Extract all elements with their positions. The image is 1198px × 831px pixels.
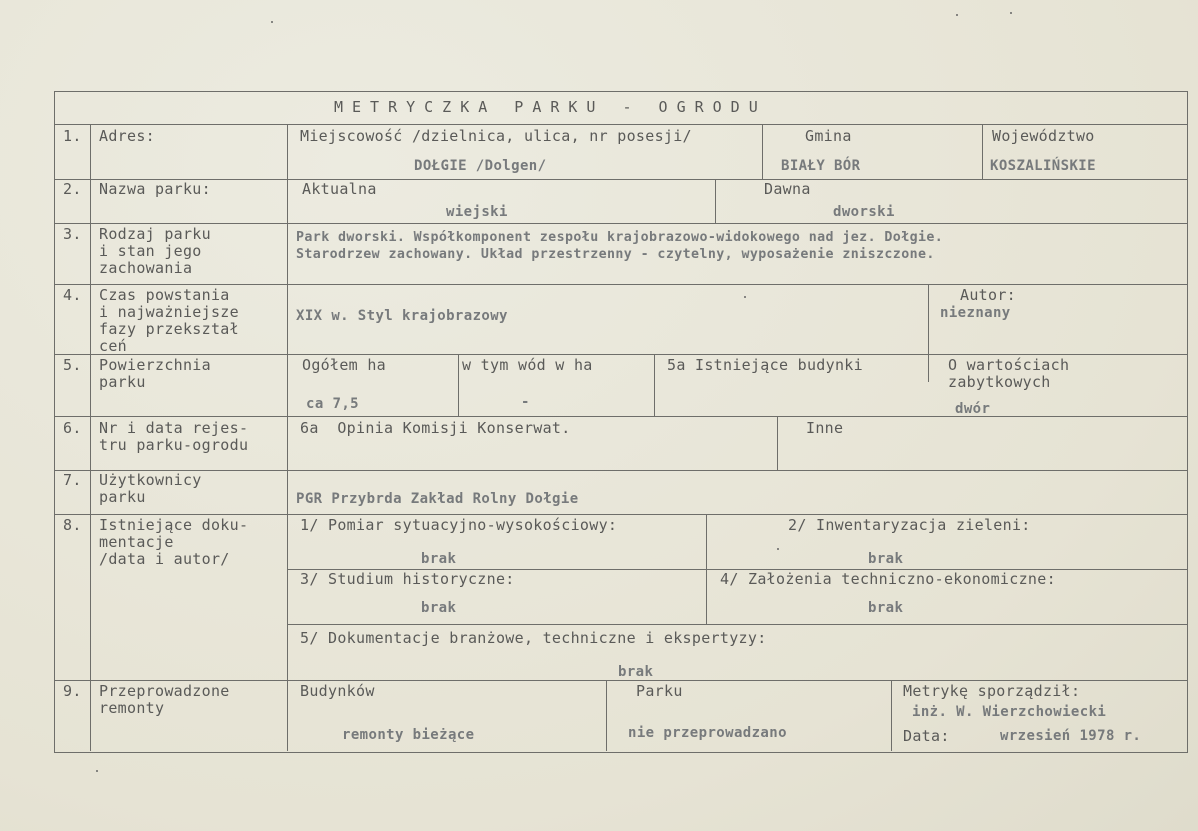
heritage-label: O wartościach xyxy=(948,356,1070,374)
users-label: parku xyxy=(99,488,146,506)
survey-value: brak xyxy=(421,551,457,567)
col-divider xyxy=(706,514,707,624)
current-name-value: wiejski xyxy=(446,204,508,220)
col-divider xyxy=(982,124,983,179)
col-divider xyxy=(458,354,459,416)
heritage-label: zabytkowych xyxy=(948,373,1051,391)
row-number: 6. xyxy=(63,419,82,437)
paper-speck xyxy=(271,21,273,23)
date-label: Data: xyxy=(903,727,950,745)
technical-assumptions-value: brak xyxy=(868,600,904,616)
current-name-label: Aktualna xyxy=(302,180,377,198)
paper-speck xyxy=(1010,12,1012,14)
area-label: Powierzchnia xyxy=(99,356,211,374)
repairs-label: Przeprowadzone xyxy=(99,682,230,700)
col-divider xyxy=(715,179,716,223)
voivodeship-label: Województwo xyxy=(992,127,1095,145)
row-divider xyxy=(54,223,1187,224)
col-divider xyxy=(891,680,892,751)
opinion-label: 6a Opinia Komisji Konserwat. xyxy=(300,419,571,437)
total-area-value: ca 7,5 xyxy=(306,396,359,412)
col-divider xyxy=(90,124,91,751)
row-divider xyxy=(54,354,1187,355)
row-divider xyxy=(54,124,1187,125)
heritage-value: dwór xyxy=(955,401,991,417)
buildings-label: 5a Istniejące budynki xyxy=(667,356,863,374)
row-divider xyxy=(54,284,1187,285)
col-divider xyxy=(287,124,288,751)
park-type-label: Rodzaj parku xyxy=(99,225,211,243)
docs-label: Istniejące doku- xyxy=(99,516,249,534)
row-number: 1. xyxy=(63,127,82,145)
row-divider xyxy=(54,179,1187,180)
row-divider xyxy=(54,416,1187,417)
survey-label: 1/ Pomiar sytuacyjno-wysokościowy: xyxy=(300,516,618,534)
col-divider xyxy=(777,416,778,470)
industry-docs-label: 5/ Dokumentacje branżowe, techniczne i ekspertyzy: xyxy=(300,629,767,647)
author-value: nieznany xyxy=(940,305,1011,321)
col-divider xyxy=(928,284,929,354)
other-label: Inne xyxy=(806,419,844,437)
paper-speck xyxy=(96,770,98,772)
water-area-label: w tym wód w ha xyxy=(462,356,593,374)
paper-speck xyxy=(956,14,958,16)
form-title: METRYCZKA PARKU - OGRODU xyxy=(334,98,767,116)
water-area-value: - xyxy=(521,394,530,410)
row-number: 8. xyxy=(63,516,82,534)
row-divider xyxy=(54,514,1187,515)
park-name-label: Nazwa parku: xyxy=(99,180,211,198)
origin-label: i najważniejsze xyxy=(99,303,239,321)
row-divider xyxy=(54,470,1187,471)
row-number: 7. xyxy=(63,471,82,489)
origin-value: XIX w. Styl krajobrazowy xyxy=(296,308,508,324)
greenery-inventory-label: 2/ Inwentaryzacja zieleni: xyxy=(788,516,1031,534)
prepared-by-value: inż. W. Wierzchowiecki xyxy=(912,704,1107,720)
paper-speck xyxy=(777,548,779,550)
origin-label: Czas powstania xyxy=(99,286,230,304)
row-number: 2. xyxy=(63,180,82,198)
former-name-label: Dawna xyxy=(764,180,811,198)
park-type-value: Starodrzew zachowany. Układ przestrzenny - czytelny, wyposażenie zniszczone. xyxy=(296,247,935,262)
total-area-label: Ogółem ha xyxy=(302,356,386,374)
park-repairs-value: nie przeprowadzano xyxy=(628,725,787,741)
origin-label: fazy przekształ xyxy=(99,320,239,338)
locality-value: DOŁGIE /Dolgen/ xyxy=(414,158,547,174)
area-label: parku xyxy=(99,373,146,391)
former-name-value: dworski xyxy=(833,204,895,220)
register-label: tru parku-ogrodu xyxy=(99,436,249,454)
buildings-repairs-label: Budynków xyxy=(300,682,375,700)
historical-study-label: 3/ Studium historyczne: xyxy=(300,570,515,588)
repairs-label: remonty xyxy=(99,699,165,717)
park-type-value: Park dworski. Współkomponent zespołu krajobrazowo-widokowego nad jez. Dołgie. xyxy=(296,230,944,245)
greenery-inventory-value: brak xyxy=(868,551,904,567)
users-label: Użytkownicy xyxy=(99,471,202,489)
buildings-repairs-value: remonty bieżące xyxy=(342,727,475,743)
industry-docs-value: brak xyxy=(618,664,654,680)
paper-speck xyxy=(744,296,746,298)
gmina-value: BIAŁY BÓR xyxy=(781,158,861,174)
docs-label: /data i autor/ xyxy=(99,550,230,568)
col-divider xyxy=(654,354,655,416)
prepared-by-label: Metrykę sporządził: xyxy=(903,682,1081,700)
historical-study-value: brak xyxy=(421,600,457,616)
row-divider xyxy=(287,624,1187,625)
col-divider xyxy=(606,680,607,751)
park-repairs-label: Parku xyxy=(636,682,683,700)
row-number: 5. xyxy=(63,356,82,374)
col-divider xyxy=(762,124,763,179)
origin-label: ceń xyxy=(99,337,127,355)
author-label: Autor: xyxy=(960,286,1016,304)
docs-label: mentacje xyxy=(99,533,174,551)
address-label: Adres: xyxy=(99,127,155,145)
row-number: 3. xyxy=(63,225,82,243)
park-type-label: zachowania xyxy=(99,259,193,277)
row-number: 4. xyxy=(63,286,82,304)
register-label: Nr i data rejes- xyxy=(99,419,249,437)
col-divider xyxy=(928,354,929,382)
park-type-label: i stan jego xyxy=(99,242,202,260)
locality-label: Miejscowość /dzielnica, ulica, nr posesji/ xyxy=(300,127,692,145)
row-number: 9. xyxy=(63,682,82,700)
users-value: PGR Przybrda Zakład Rolny Dołgie xyxy=(296,491,579,507)
voivodeship-value: KOSZALIŃSKIE xyxy=(990,158,1096,174)
technical-assumptions-label: 4/ Założenia techniczno-ekonomiczne: xyxy=(720,570,1056,588)
date-value: wrzesień 1978 r. xyxy=(1000,728,1142,744)
gmina-label: Gmina xyxy=(805,127,852,145)
